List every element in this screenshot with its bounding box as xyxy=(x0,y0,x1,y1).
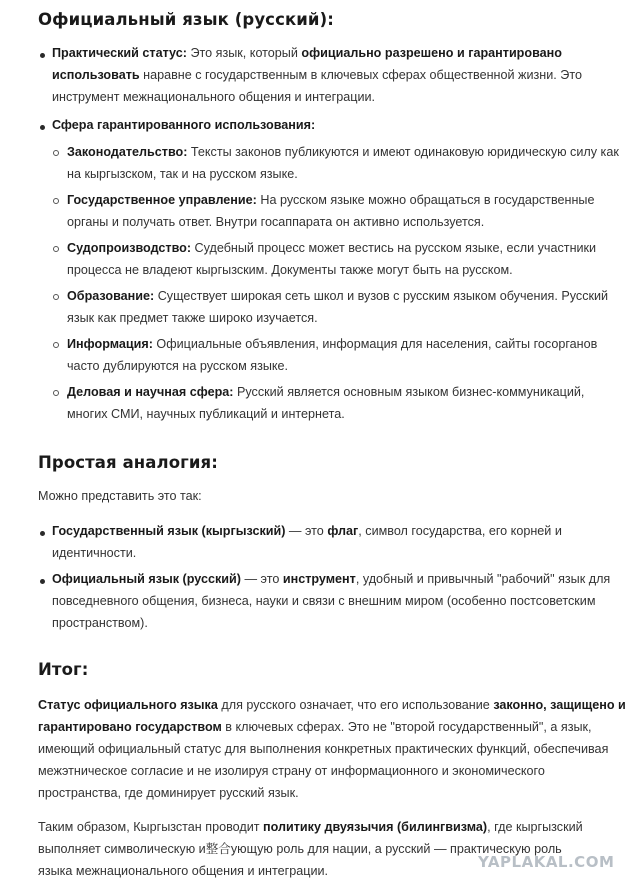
watermark: YAPLAKAL.COM xyxy=(478,853,615,871)
bullet-icon xyxy=(40,579,45,584)
list-item-official-language: Официальный язык (русский) — это инструмент, удобный и привычный "рабочий" язык для повседневного общения, бизнеса, науки и связи с внешним миром (особенно постсоветским пространством). xyxy=(52,572,611,630)
bullet-icon xyxy=(40,125,45,130)
sub-bullet-icon xyxy=(53,246,59,252)
summary-paragraph-2: Таким образом, Кыргызстан проводит политику двуязычия (билингвизма), где кыргызский выполняет символическую и整合ующую роль для нации, а русский — практическую роль языка межнационального общения и интеграции. xyxy=(38,820,583,878)
sub-bullet-icon xyxy=(53,390,59,396)
sub-item-judiciary: Судопроизводство: Судебный процесс может вестись на русском языке, если участники процесса не владеют кыргызским. Документы также могут быть на русском. xyxy=(67,241,597,277)
sub-item-information: Информация: Официальные объявления, информация для населения, сайты госорганов часто дублируются на русском языке. xyxy=(67,337,598,373)
section-heading-official-language: Официальный язык (русский): xyxy=(38,10,334,29)
sub-item-legislation: Законодательство: Тексты законов публикуются и имеют одинаковую юридическую силу как на кыргызском, так и на русском языке. xyxy=(67,145,619,181)
sub-item-education: Образование: Существует широкая сеть школ и вузов с русским языком обучения. Русский язык как предмет также широко изучается. xyxy=(67,289,609,325)
sub-item-government: Государственное управление: На русском языке можно обращаться в государственные органы и получать ответ. Внутри госаппарата он активно используется. xyxy=(67,193,595,229)
sub-bullet-icon xyxy=(53,342,59,348)
section-heading-analogy: Простая аналогия: xyxy=(38,453,218,472)
section-heading-summary: Итог: xyxy=(38,660,89,679)
bullet-icon xyxy=(40,531,45,536)
sub-bullet-icon xyxy=(53,294,59,300)
summary-paragraph-1: Статус официального языка для русского означает, что его использование законно, защищено и гарантировано государством в ключевых сферах. Это не "второй государственный", а язык, имеющий официальный статус для выполнения конкретных практических функций, обеспечивая межэтническое согласие и не изолируя страну от информационного и экономического пространства, где доминирует русский язык. xyxy=(38,698,626,800)
sub-bullet-icon xyxy=(53,150,59,156)
list-item-state-language: Государственный язык (кыргызский) — это флаг, символ государства, его корней и идентичности. xyxy=(52,524,562,560)
list-item-practical-status: Практический статус: Это язык, который официально разрешено и гарантировано использовать наравне с государственным в ключевых сферах общественной жизни. Это инструмент межнационального общения и интеграции. xyxy=(52,46,582,104)
sub-bullet-icon xyxy=(53,198,59,204)
bullet-icon xyxy=(40,53,45,58)
list-item-guaranteed-use: Сфера гарантированного использования: xyxy=(52,118,316,132)
analogy-intro: Можно представить это так: xyxy=(38,489,202,503)
sub-item-business-science: Деловая и научная сфера: Русский является основным языком бизнес-коммуникаций, многих СМИ, научных публикаций и интернета. xyxy=(67,385,585,421)
